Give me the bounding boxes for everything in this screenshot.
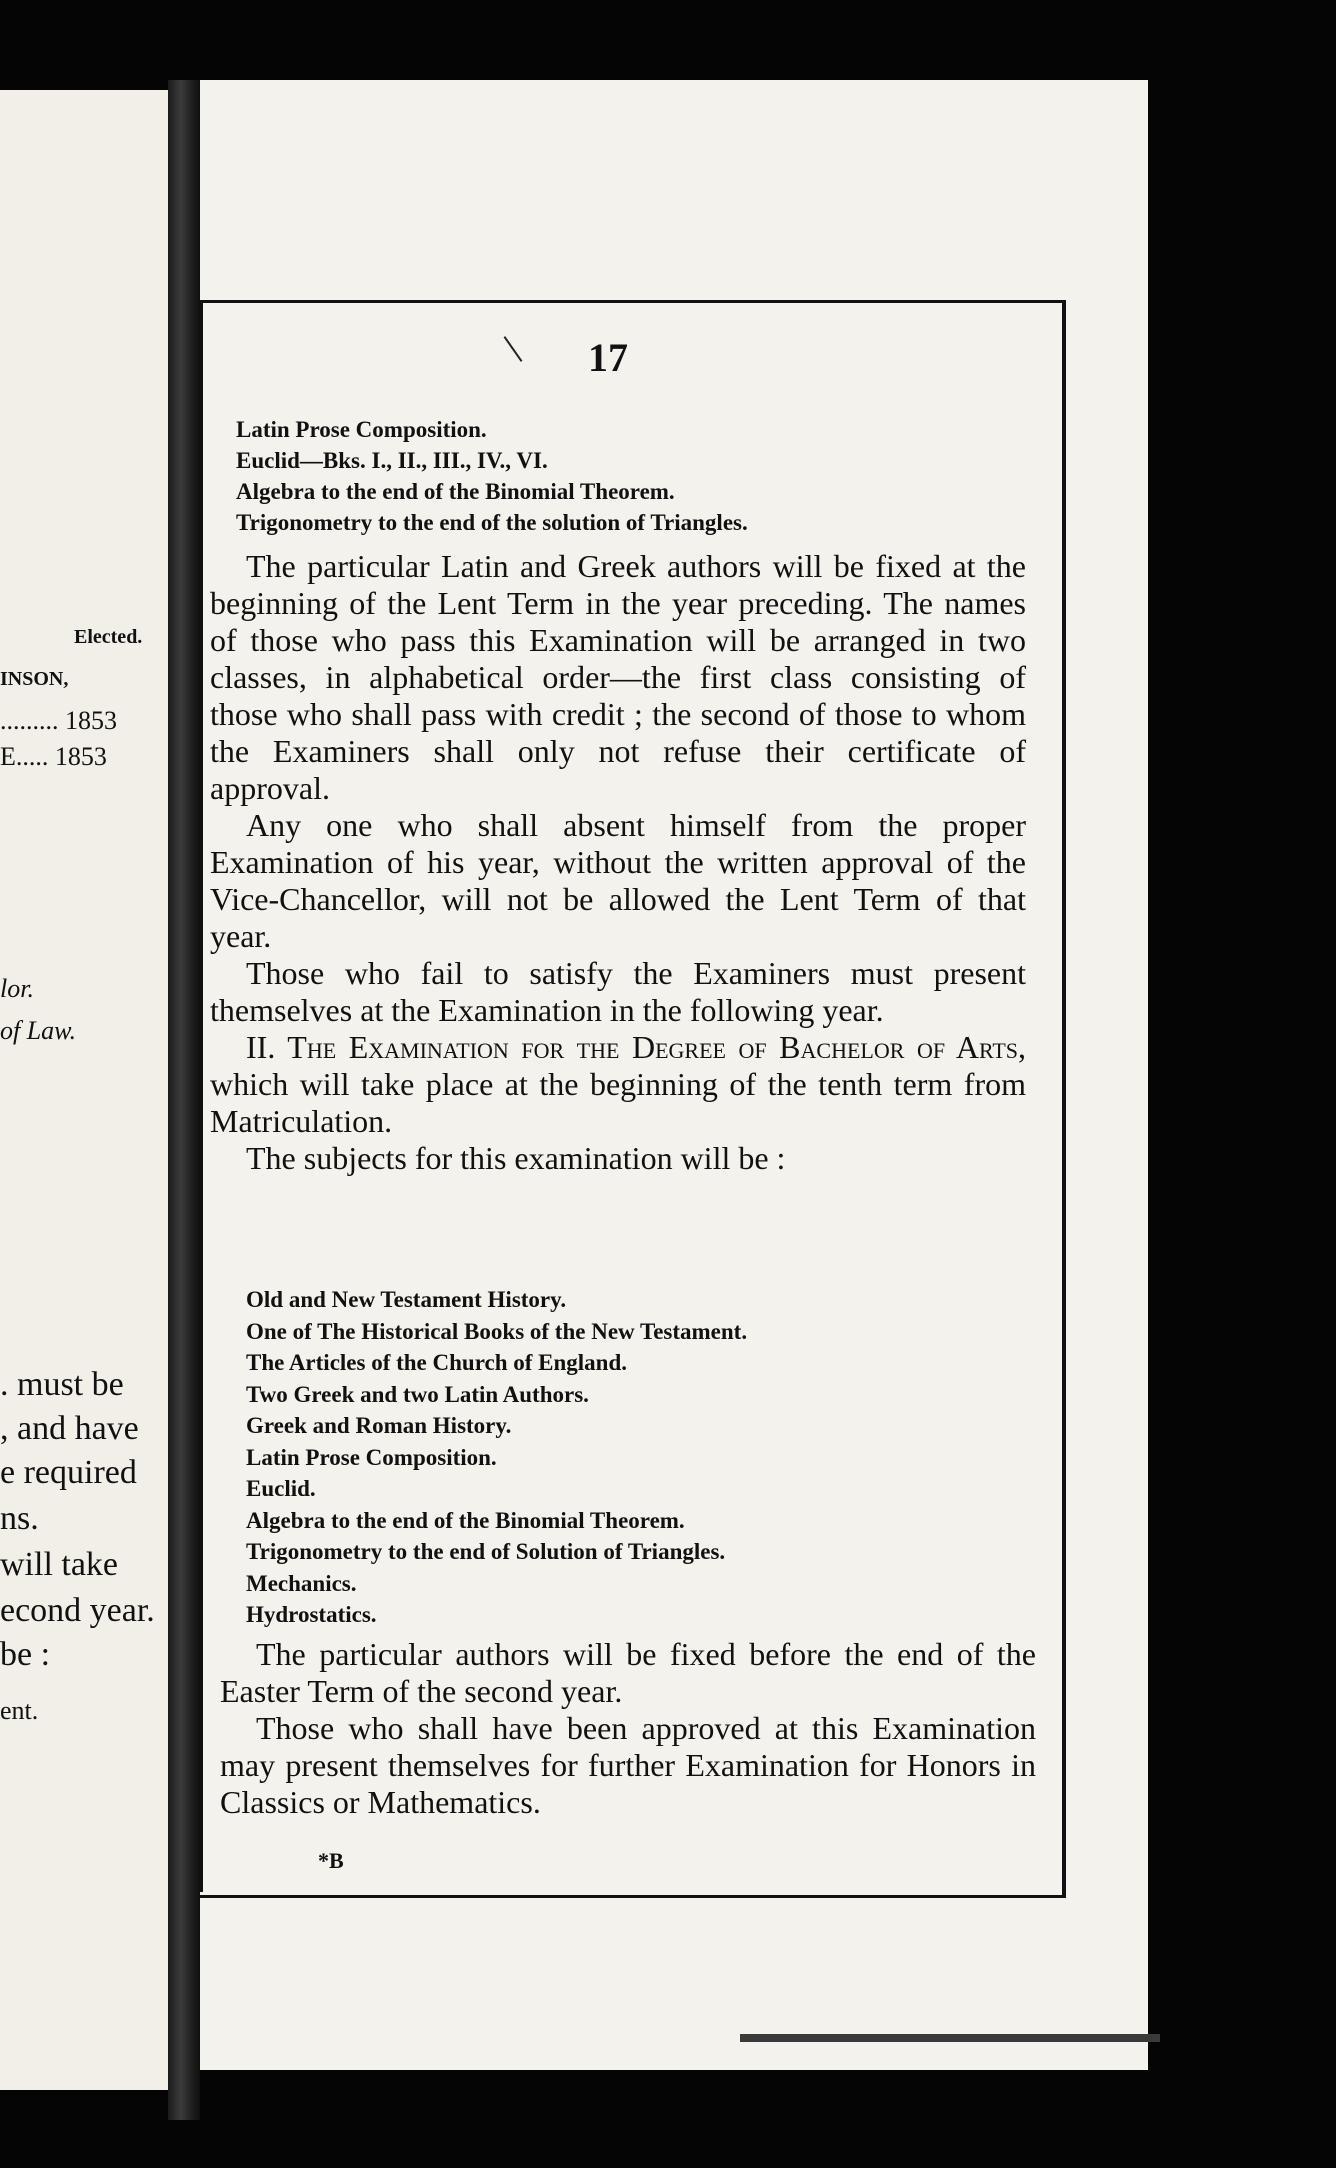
list-item: Euclid. <box>246 1476 316 1501</box>
page-number: 17 <box>588 335 628 380</box>
body-block-1 <box>210 548 1026 1177</box>
list-item: Two Greek and two Latin Authors. <box>246 1381 589 1407</box>
left-row-1: ......... 1853 <box>0 706 117 735</box>
subject-list-1 <box>236 414 748 538</box>
left-lor: lor. <box>0 974 34 1003</box>
list-item: Algebra to the end of the Binomial Theorem. <box>246 1507 685 1533</box>
list-item: Greek and Roman History. <box>246 1413 512 1438</box>
list-item: One of The Historical Books of the New Testament. <box>246 1318 748 1344</box>
list-item: Euclid—Bks. I., II., III., IV., VI. <box>236 448 548 473</box>
left-line-7: be : <box>0 1636 51 1673</box>
page-edge-shadow <box>740 2034 1160 2042</box>
left-line-3: e required <box>0 1454 137 1491</box>
body-block-2 <box>220 1636 1036 1821</box>
left-elected-label: Elected. <box>74 626 143 648</box>
paragraph-subjects-intro: The subjects for this examination will be : <box>246 1140 786 1176</box>
ba-exam-heading: II. The Examination for the Degree of Bachelor of Arts, <box>246 1029 1026 1065</box>
paragraph-absence: Any one who shall absent himself from the proper Examination of his year, without the written approval of the Vice-Chancellor, will not be allowed the Lent Term of that year. <box>210 807 1026 954</box>
paragraph-ba-exam <box>210 1029 1026 1140</box>
book-gutter <box>168 80 200 2120</box>
left-name-fragment: INSON, <box>0 668 69 690</box>
left-line-5: will take <box>0 1546 119 1583</box>
list-item: Old and New Testament History. <box>246 1287 567 1312</box>
left-page <box>0 90 168 2090</box>
list-item: Algebra to the end of the Binomial Theorem. <box>236 479 675 504</box>
list-item: Hydrostatics. <box>246 1602 377 1627</box>
list-item: Trigonometry to the end of Solution of Triangles. <box>246 1539 726 1564</box>
paragraph-authors: The particular Latin and Greek authors will be fixed at the beginning of the Lent Term in the year preceding. The names of those who pass this Examination will be arranged in two classes, in alphabetical order—the first class consisting of those who shall pass with credit ; the second of those to whom the Examiners shall only not refuse their certificate of approval. <box>210 548 1026 806</box>
page-border-left <box>200 300 203 1892</box>
ba-exam-rest: which will take place at the beginning of the tenth term from Matriculation. <box>210 1066 1026 1139</box>
list-item: Mechanics. <box>246 1570 357 1596</box>
subject-list-2 <box>246 1284 747 1631</box>
signature-mark: *B <box>318 1848 344 1873</box>
left-of-law: of Law. <box>0 1016 77 1045</box>
left-line-4: ns. <box>0 1500 39 1537</box>
list-item: Latin Prose Composition. <box>236 417 487 442</box>
left-line-8: ent. <box>0 1696 39 1725</box>
paragraph-honors: Those who shall have been approved at this Examination may present themselves for further Examination for Honors in Classics or Mathematics. <box>220 1710 1036 1820</box>
left-line-6: econd year. <box>0 1592 155 1629</box>
left-row-2: E..... 1853 <box>0 742 107 771</box>
left-line-2: , and have <box>0 1410 139 1447</box>
paragraph-easter: The particular authors will be fixed before the end of the Easter Term of the second year. <box>220 1636 1036 1709</box>
left-line-1: . must be <box>0 1366 124 1403</box>
list-item: Latin Prose Composition. <box>246 1444 497 1470</box>
list-item: The Articles of the Church of England. <box>246 1350 628 1375</box>
list-item: Trigonometry to the end of the solution of Triangles. <box>236 510 748 535</box>
paragraph-fail: Those who fail to satisfy the Examiners must present themselves at the Examination in the following year. <box>210 955 1026 1028</box>
